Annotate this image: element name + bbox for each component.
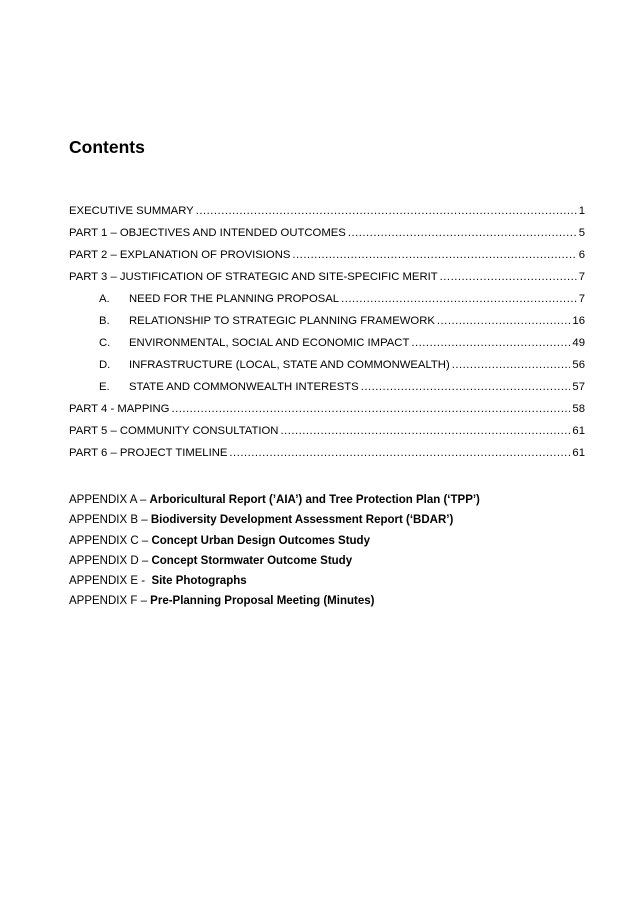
appendix-prefix: APPENDIX D – — [69, 554, 152, 567]
toc-leader-dots — [440, 269, 577, 285]
toc-entry-page: 56 — [572, 359, 585, 371]
toc-entry-page: 6 — [578, 249, 585, 261]
toc-entry-label: PART 3 – JUSTIFICATION OF STRATEGIC AND SITE-SPECIFIC MERIT — [69, 271, 438, 283]
toc-entry-page: 7 — [578, 271, 585, 283]
appendix-c[interactable] — [69, 533, 589, 553]
appendix-list — [69, 492, 589, 614]
toc-entry-part-3[interactable] — [69, 269, 585, 291]
toc-entry-letter: B. — [99, 315, 110, 327]
toc-entry-part-3-c[interactable] — [69, 335, 585, 357]
appendix-prefix: APPENDIX F – — [69, 595, 151, 608]
appendix-b[interactable] — [69, 512, 589, 532]
appendix-title: Biodiversity Development Assessment Report (‘BDAR’) — [150, 514, 454, 527]
toc-entry-label: PART 2 – EXPLANATION OF PROVISIONS — [69, 249, 291, 261]
appendix-title: Arboricultural Report (’AIA’) and Tree Protection Plan (‘TPP’) — [149, 494, 480, 506]
toc-entry-part-4[interactable] — [69, 401, 585, 423]
toc-entry-letter: A. — [99, 293, 110, 305]
toc-entry-part-3-a[interactable] — [69, 291, 585, 313]
toc-entry-part-3-e[interactable] — [69, 379, 585, 401]
toc-leader-dots — [280, 423, 570, 439]
toc-leader-dots — [437, 313, 571, 329]
toc-entry-page: 16 — [572, 315, 585, 327]
page-title: Contents — [69, 137, 145, 157]
appendix-e[interactable] — [69, 573, 589, 593]
toc-entry-label: PART 5 – COMMUNITY CONSULTATION — [69, 425, 279, 437]
appendix-title: Concept Stormwater Outcome Study — [151, 554, 353, 567]
toc-entry-label: PART 6 – PROJECT TIMELINE — [69, 447, 228, 459]
toc-entry-part-3-d[interactable] — [69, 357, 585, 379]
appendix-a[interactable] — [69, 492, 589, 512]
toc-leader-dots — [171, 401, 570, 417]
appendix-f[interactable] — [69, 593, 589, 613]
appendix-prefix: APPENDIX C – — [69, 534, 152, 547]
appendix-title: Pre-Planning Proposal Meeting (Minutes) — [150, 595, 375, 608]
toc-leader-dots — [292, 247, 576, 263]
toc-leader-dots — [361, 379, 571, 395]
toc-leader-dots — [452, 357, 571, 373]
toc-entry-page: 61 — [572, 447, 585, 459]
toc-entry-label: RELATIONSHIP TO STRATEGIC PLANNING FRAMEWORK — [129, 315, 435, 327]
toc-entry-label: EXECUTIVE SUMMARY — [69, 205, 194, 217]
toc-entry-part-5[interactable] — [69, 423, 585, 445]
toc-entry-page: 57 — [572, 381, 585, 393]
toc-entry-part-6[interactable] — [69, 445, 585, 467]
toc-entry-label: PART 4 - MAPPING — [69, 403, 170, 415]
toc-leader-dots — [229, 445, 570, 461]
toc-entry-page: 1 — [578, 205, 585, 217]
toc-entry-page: 49 — [572, 337, 585, 349]
toc-entry-executive-summary[interactable] — [69, 203, 585, 225]
appendix-prefix: APPENDIX A – — [69, 494, 150, 506]
toc-entry-label: STATE AND COMMONWEALTH INTERESTS — [129, 381, 359, 393]
toc-entry-letter: E. — [99, 381, 110, 393]
toc-entry-label: INFRASTRUCTURE (LOCAL, STATE AND COMMONWEALTH) — [129, 359, 450, 371]
appendix-d[interactable] — [69, 553, 589, 573]
toc-entry-page: 61 — [572, 425, 585, 437]
appendix-title: Site Photographs — [151, 575, 247, 588]
appendix-title: Concept Urban Design Outcomes Study — [151, 534, 370, 547]
toc-entry-page: 7 — [578, 293, 585, 305]
toc-entry-label: NEED FOR THE PLANNING PROPOSAL — [129, 293, 340, 305]
table-of-contents — [69, 203, 585, 467]
toc-entry-label: ENVIRONMENTAL, SOCIAL AND ECONOMIC IMPACT — [129, 337, 410, 349]
toc-leader-dots — [348, 225, 577, 241]
toc-entry-label: PART 1 – OBJECTIVES AND INTENDED OUTCOMES — [69, 227, 346, 239]
toc-entry-letter: C. — [99, 337, 111, 349]
appendix-prefix: APPENDIX B – — [69, 514, 151, 527]
toc-entry-letter: D. — [99, 359, 111, 371]
toc-entry-page: 58 — [572, 403, 585, 415]
toc-entry-part-1[interactable] — [69, 225, 585, 247]
toc-entry-part-2[interactable] — [69, 247, 585, 269]
toc-leader-dots — [411, 335, 570, 351]
toc-leader-dots — [341, 291, 577, 307]
appendix-prefix: APPENDIX E - — [69, 575, 152, 588]
toc-entry-part-3-b[interactable] — [69, 313, 585, 335]
toc-leader-dots — [196, 203, 577, 219]
toc-entry-page: 5 — [578, 227, 585, 239]
